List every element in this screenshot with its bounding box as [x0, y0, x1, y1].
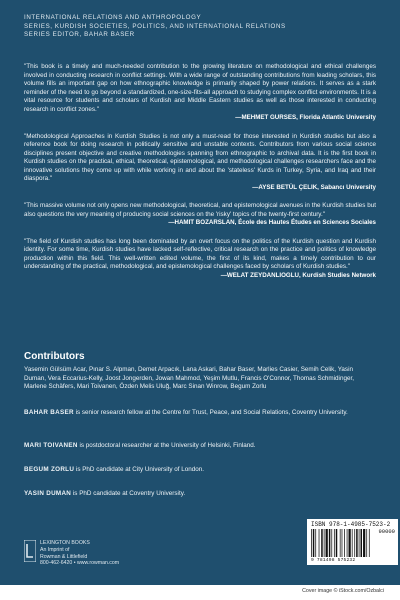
endorsement [24, 133, 376, 193]
series-line: INTERNATIONAL RELATIONS AND ANTHROPOLOGY [24, 14, 202, 21]
editor-name: BAHAR BASER [24, 409, 74, 416]
publisher-contact: 800-462-6420 • www.rowman.com [40, 560, 120, 567]
endorsement-text: "This book is a timely and much-needed contribution to the growing literature on methodological and ethical challenges involved in conducting research in conflict settings. With a wide range of outstanding contributions from leading scholars, this volume fills an important gap on how ethnographic knowledge is primarily shaped by power relations. It serves as a stark reminder of the need to go beyond a standardized, one-size-fits-all approach to studying complex conflict environments. It is a vital resource for students and scholars of Kurdish and Middle Eastern studies as well as those interested in conducting research in conflict zones." [24, 63, 376, 113]
endorsement-text: "The field of Kurdish studies has long been dominated by an overt focus on the politics of the Kurdish question and Kurdish identity. For some time, Kurdish studies have lacked self-reflective, critical research on the practice and politics of knowledge production within this field. This well-written edited volume, the first of its kind, makes a timely contribution to our understanding of the practical, methodological, and epistemological challenges faced by scholars of Kurdish studies." [24, 237, 376, 270]
endorsement [24, 238, 376, 281]
publisher-name: LEXINGTON BOOKS [40, 540, 90, 546]
barcode-digits: 9 781498 575232 [311, 558, 356, 563]
endorsement-attribution: —WELAT ZEYDANLIOGLU, Kurdish Studies Network [220, 271, 376, 279]
lexington-logo-icon [24, 540, 36, 562]
editor-name: YASIN DUMAN [24, 490, 72, 497]
series-line: SERIES, KURDISH SOCIETIES, POLITICS, AND INTERNATIONAL RELATIONS [24, 22, 286, 30]
editor-name: MARI TOIVANEN [24, 442, 78, 449]
series-editor: SERIES EDITOR, BAHAR BASER [24, 31, 135, 38]
editor-bio [24, 466, 376, 475]
editor-bio-text: is senior research fellow at the Centre for Trust, Peace, and Social Relations, Coventry University. [73, 409, 348, 416]
editor-bio-text: is PhD candidate at City University of London. [74, 466, 205, 473]
cover-image-credit: Cover image © iStock.com/Ozbalci [302, 588, 384, 594]
endorsement-text: "This massive volume not only opens new methodological, theoretical, and epistemological avenues in the Kurdish studies but also questions the very meaning of producing social sciences on the 'risky' topics of the twenty-first century." [24, 202, 376, 218]
editor-bio [24, 490, 376, 499]
endorsement-attribution: —AYSE BETÜL ÇELIK, Sabancı University [252, 183, 376, 191]
footer [24, 521, 395, 580]
endorsement-text: "Methodological Approaches in Kurdish Studies is not only a must-read for those interested in Kurdish studies but also a reference book for doing research in politically sensitive and unstable contexts. Contributors from various social science disciplines present objective and creative methodologies spanning from ethnographic to archival data. It is the first book in Kurdish studies on the practical, ethical, theoretical, epistemological, and methodological challenges researchers face and the innovative solutions they come up with while working in and about the 'stateless' Kurds in Turkey, Syria, and Iraq and their diaspora." [24, 132, 376, 182]
publisher-parent: Rowman & Littlefield [40, 553, 88, 560]
editor-bio [24, 409, 376, 418]
isbn-label: ISBN 978-1-4985-7523-2 [311, 521, 391, 528]
editor-name: BEGUM ZORLU [24, 466, 75, 473]
editor-bio-text: is PhD candidate at Coventry University. [71, 490, 186, 497]
editor-bio [24, 442, 376, 451]
endorsement-attribution: —MEHMET GURSES, Florida Atlantic University [235, 114, 376, 121]
endorsement [24, 63, 376, 123]
endorsements [24, 63, 376, 290]
endorsement [24, 202, 376, 228]
barcode [307, 519, 398, 565]
price-code: 90000 [378, 528, 395, 535]
series-header [24, 14, 384, 40]
contributors-heading: Contributors [24, 351, 85, 362]
barcode-bars-icon [311, 529, 394, 557]
editor-bio-text: is postdoctoral researcher at the University of Helsinki, Finland. [77, 442, 256, 449]
contributors-list: Yasemin Gülsüm Acar, Pınar S. Alpman, Demet Arpacık, Lana Askari, Bahar Baser, Marlies Casier, Semih Celik, Yasin Duman, Vera Eccarius-Kelly, Joost Jongerden, Jowan Mahmod, Yeşim Mutlu, Francis O'Connor, Thomas Schmidinger, Marlene Schäfers, Mari Toivanen, Özden Melis Uluğ, Marc Sinan Winrow, Begum Zorlu [24, 366, 354, 391]
publisher-info [40, 540, 119, 567]
endorsement-attribution: —HAMIT BOZARSLAN, École des Hautes Études en Sciences Sociales [168, 219, 376, 226]
publisher-imprint: An Imprint of [40, 546, 70, 553]
